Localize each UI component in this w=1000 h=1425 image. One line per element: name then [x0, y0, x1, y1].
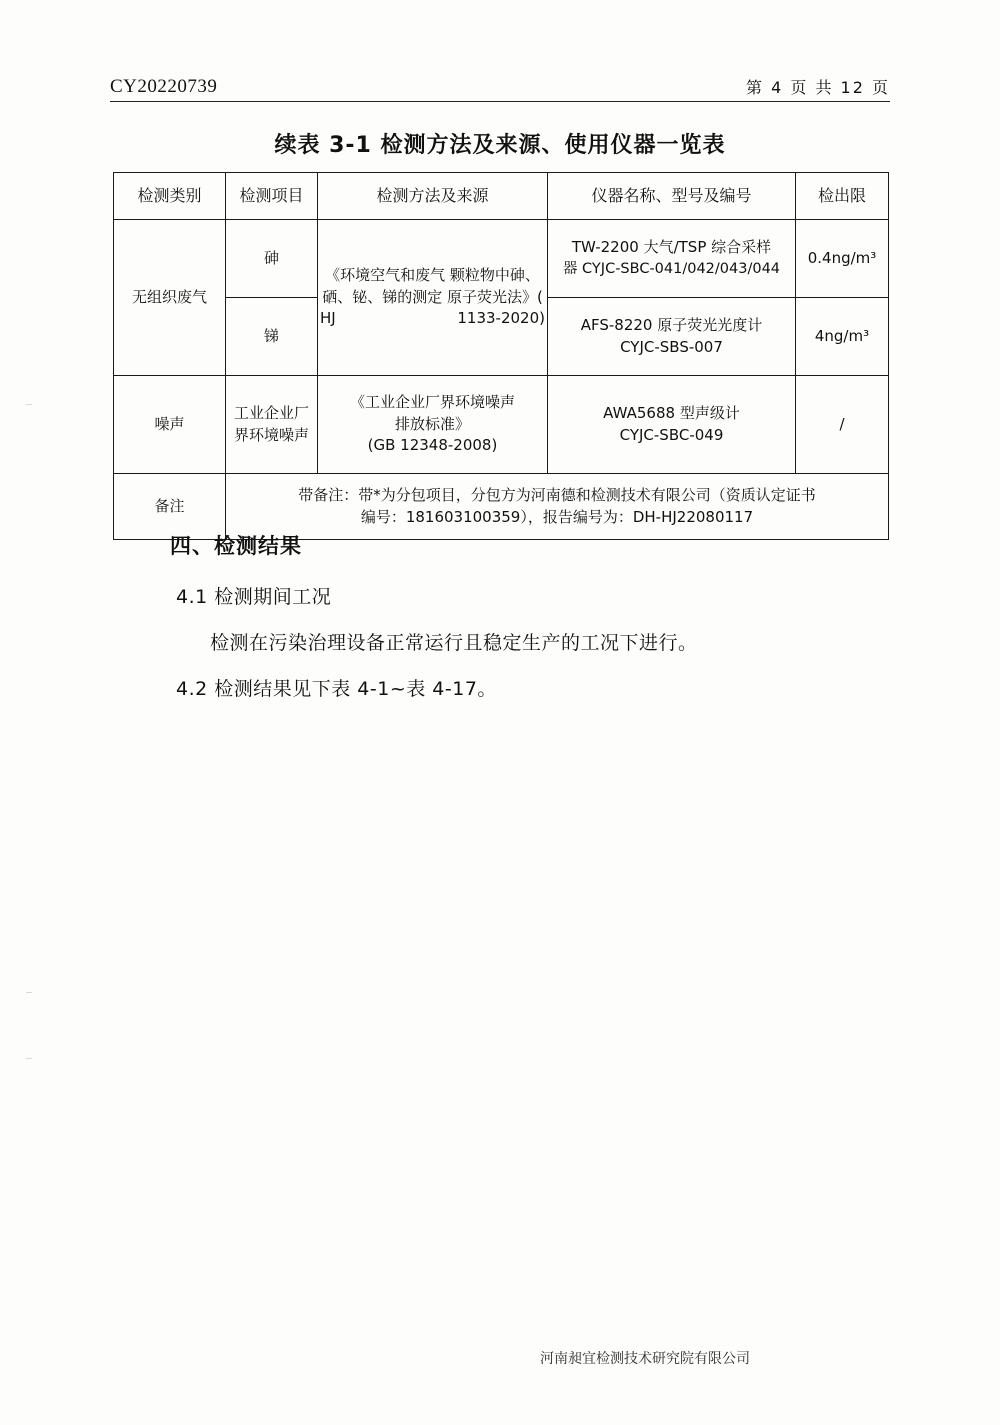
- method-line-3: (GB 12348-2008): [367, 436, 498, 455]
- footer-company-name: 河南昶宜检测技术研究院有限公司: [540, 1351, 750, 1367]
- cell-category-noise: 噪声: [114, 376, 226, 474]
- cell-limit-arsenic: 0.4ng/m³: [796, 220, 889, 298]
- col-header-instrument: 仪器名称、型号及编号: [548, 173, 796, 220]
- page-number: 第 4 页 共 12 页: [746, 78, 890, 97]
- cell-instrument-sound-level-meter: [548, 376, 796, 474]
- instrument-line-1: AWA5688 型声级计: [603, 403, 740, 422]
- col-header-item: 检测项目: [226, 173, 318, 220]
- col-header-category: 检测类别: [114, 173, 226, 220]
- page-footer: [0, 1348, 1000, 1368]
- method-line-1: 《工业企业厂界环境噪声: [349, 392, 515, 411]
- cell-category-waste-gas: 无组织废气: [114, 220, 226, 376]
- cell-remark-label: 备注: [114, 474, 226, 540]
- table-row: [114, 376, 889, 474]
- table-title: 续表 3-1 检测方法及来源、使用仪器一览表: [274, 133, 726, 158]
- table-row: [114, 220, 889, 298]
- cell-item-arsenic: 砷: [226, 220, 318, 298]
- subsection-4-1: 4.1 检测期间工况: [176, 586, 332, 608]
- table-header-row: [114, 173, 889, 220]
- cell-limit-antimony: 4ng/m³: [796, 298, 889, 376]
- methods-table: [113, 172, 889, 540]
- instrument-line-2: CYJC-SBC-049: [619, 425, 724, 444]
- cell-remark-content: [226, 474, 889, 540]
- cell-item-noise: 工业企业厂界环境噪声: [226, 376, 318, 474]
- col-header-limit: 检出限: [796, 173, 889, 220]
- instrument-line-1: TW-2200 大气/TSP 综合采样: [571, 238, 772, 257]
- remark-line-2: 编号：181603100359），报告编号为：DH-HJ22080117: [360, 507, 754, 526]
- instrument-line-2: 器 CYJC-SBC-041/042/043/044: [562, 260, 781, 277]
- method-line-2: 排放标准》: [394, 414, 470, 433]
- remark-line-1: 带备注：带*为分包项目，分包方为河南德和检测技术有限公司（资质认定证书: [298, 485, 816, 504]
- cell-method-arsenic-antimony: 《环境空气和废气 颗粒物中砷、硒、铋、锑的测定 原子荧光法》( HJ 1133-2020): [318, 220, 548, 376]
- cell-limit-noise: /: [796, 376, 889, 474]
- page-header: [110, 68, 890, 102]
- document-code: CY20220739: [110, 76, 218, 97]
- instrument-line-1: AFS-8220 原子荧光光度计: [580, 315, 763, 334]
- col-header-method: 检测方法及来源: [318, 173, 548, 220]
- section-heading-results: 四、检测结果: [170, 534, 302, 558]
- cell-instrument-afs: [548, 298, 796, 376]
- cell-method-noise: [318, 376, 548, 474]
- instrument-line-2: CYJC-SBS-007: [620, 337, 723, 356]
- paragraph-working-condition: 检测在污染治理设备正常运行且稳定生产的工况下进行。: [210, 632, 698, 654]
- cell-item-antimony: 锑: [226, 298, 318, 376]
- cell-instrument-sampler: [548, 220, 796, 298]
- subsection-4-2: 4.2 检测结果见下表 4-1~表 4-17。: [176, 678, 497, 700]
